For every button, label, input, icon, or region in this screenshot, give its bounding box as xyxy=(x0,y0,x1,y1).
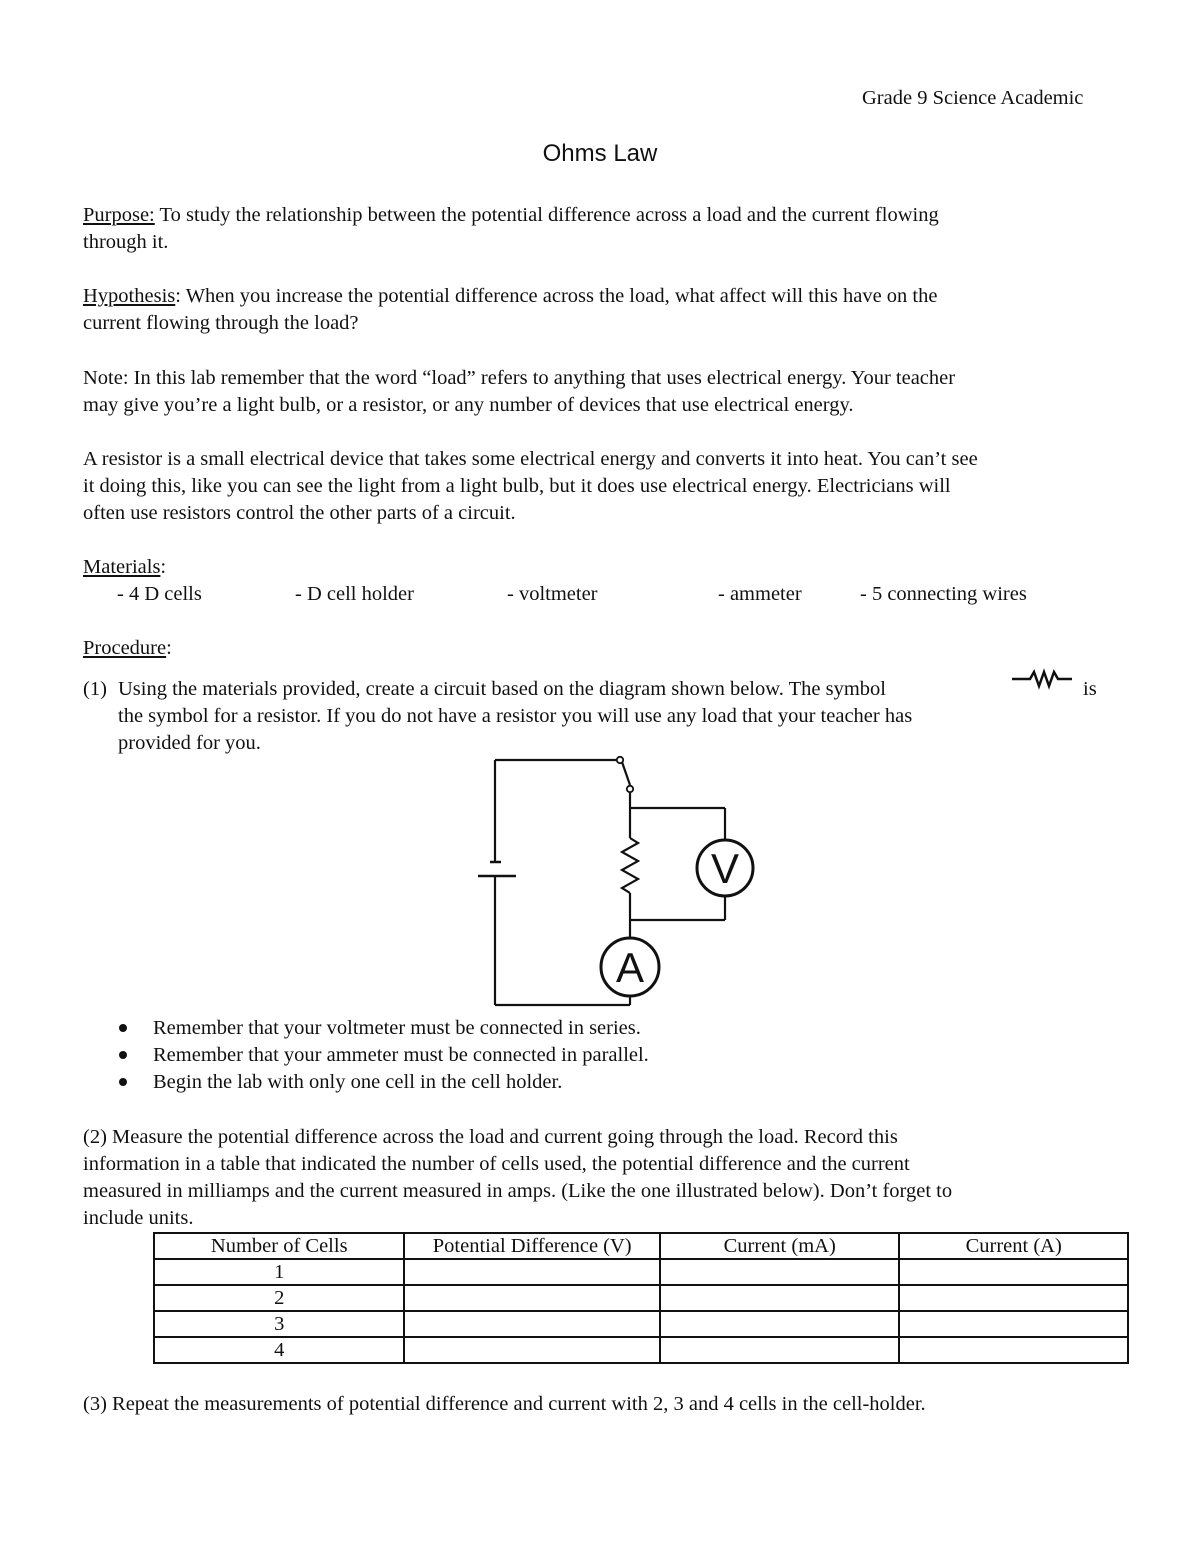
bullet-icon xyxy=(119,1078,127,1086)
step-1-number: (1) xyxy=(83,678,107,700)
switch-terminal-bottom xyxy=(627,786,633,792)
procedure-label: Procedure xyxy=(83,637,167,659)
table-header-cell: Current (mA) xyxy=(660,1233,899,1259)
step-1-line-3: provided for you. xyxy=(118,732,261,754)
table-row xyxy=(154,1285,1128,1311)
table-cell xyxy=(899,1311,1128,1337)
table-row xyxy=(154,1259,1128,1285)
resistor-zigzag xyxy=(622,838,638,893)
materials-label: Materials xyxy=(83,556,161,578)
voltmeter-icon xyxy=(697,840,753,896)
step-2-line-1: (2) Measure the potential difference across the load and current going through the load. Record this xyxy=(83,1126,898,1148)
ammeter-label: A xyxy=(615,944,645,991)
table-header-row xyxy=(154,1233,1128,1259)
materials-heading: Materials: xyxy=(83,556,167,578)
step-1-line-1: Using the materials provided, create a circuit based on the diagram shown below. The symbol xyxy=(118,678,886,700)
table-cell xyxy=(404,1259,660,1285)
table-row xyxy=(154,1337,1128,1363)
page-title: Ohms Law xyxy=(542,140,658,167)
table-cell xyxy=(660,1311,899,1337)
step-2-line-2: information in a table that indicated the number of cells used, the potential difference and the current xyxy=(83,1153,910,1175)
table-cell: 3 xyxy=(154,1311,404,1337)
bullet-item: Begin the lab with only one cell in the cell holder. xyxy=(153,1071,563,1093)
purpose-label: Purpose: xyxy=(83,204,155,226)
table-cell xyxy=(660,1337,899,1363)
hypothesis-line-1 xyxy=(83,283,937,310)
table-cell xyxy=(404,1311,660,1337)
ammeter-icon xyxy=(601,938,659,996)
voltmeter-label: V xyxy=(710,845,740,892)
table-cell xyxy=(899,1259,1128,1285)
step-3-text: (3) Repeat the measurements of potential difference and current with 2, 3 and 4 cells in the cell-holder. xyxy=(83,1393,926,1415)
material-item: - voltmeter xyxy=(507,583,598,605)
material-item: - 4 D cells xyxy=(117,583,202,605)
step-1-line-2: the symbol for a resistor. If you do not have a resistor you will use any load that your teacher has xyxy=(118,705,913,727)
table-header-cell: Number of Cells xyxy=(154,1233,404,1259)
resistor-info-line-2: it doing this, like you can see the light from a light bulb, but it does use electrical energy. Electricians will xyxy=(83,475,951,497)
table-row xyxy=(154,1311,1128,1337)
table-cell xyxy=(899,1285,1128,1311)
table-cell xyxy=(660,1259,899,1285)
course-header: Grade 9 Science Academic xyxy=(862,87,1084,109)
purpose-text: To study the relationship between the potential difference across a load and the current flowing xyxy=(154,204,939,226)
switch-terminal-top xyxy=(617,757,623,763)
table-cell: 1 xyxy=(154,1259,404,1285)
purpose-line-1 xyxy=(83,202,939,229)
table-header-cell: Potential Difference (V) xyxy=(404,1233,660,1259)
table-header-cell: Current (A) xyxy=(899,1233,1128,1259)
bullet-item: Remember that your ammeter must be connected in parallel. xyxy=(153,1044,649,1066)
table-cell xyxy=(404,1337,660,1363)
table-cell xyxy=(660,1285,899,1311)
bullet-item: Remember that your voltmeter must be connected in series. xyxy=(153,1017,641,1039)
switch-lever xyxy=(622,762,630,785)
resistor-info-line-1: A resistor is a small electrical device that takes some electrical energy and converts it into heat. You can’t see xyxy=(83,448,978,470)
bullet-icon xyxy=(119,1051,127,1059)
hypothesis-line-2: current flowing through the load? xyxy=(83,312,359,334)
purpose-line-2: through it. xyxy=(83,231,169,253)
hypothesis-label: Hypothesis xyxy=(83,285,176,307)
step-1-line-1-end: is xyxy=(1083,678,1097,700)
circuit-diagram xyxy=(470,750,770,1012)
note-line-1: Note: In this lab remember that the word “load” refers to anything that uses electrical energy. Your teacher xyxy=(83,367,956,389)
hypothesis-text: : When you increase the potential difference across the load, what affect will this have on the xyxy=(175,285,938,307)
step-2-line-4: include units. xyxy=(83,1207,194,1229)
data-table xyxy=(153,1232,1129,1364)
step-2-line-3: measured in milliamps and the current measured in amps. (Like the one illustrated below). Don’t forget to xyxy=(83,1180,953,1202)
resistor-info-line-3: often use resistors control the other parts of a circuit. xyxy=(83,502,516,524)
material-item: - 5 connecting wires xyxy=(860,583,1027,605)
material-item: - ammeter xyxy=(718,583,802,605)
bullet-icon xyxy=(119,1024,127,1032)
table-cell: 4 xyxy=(154,1337,404,1363)
table-cell: 2 xyxy=(154,1285,404,1311)
table-cell xyxy=(899,1337,1128,1363)
material-item: - D cell holder xyxy=(295,583,414,605)
table-cell xyxy=(404,1285,660,1311)
procedure-heading: Procedure: xyxy=(83,637,172,659)
note-line-2: may give you’re a light bulb, or a resistor, or any number of devices that use electrical energy. xyxy=(83,394,854,416)
resistor-symbol-icon xyxy=(1010,668,1074,690)
